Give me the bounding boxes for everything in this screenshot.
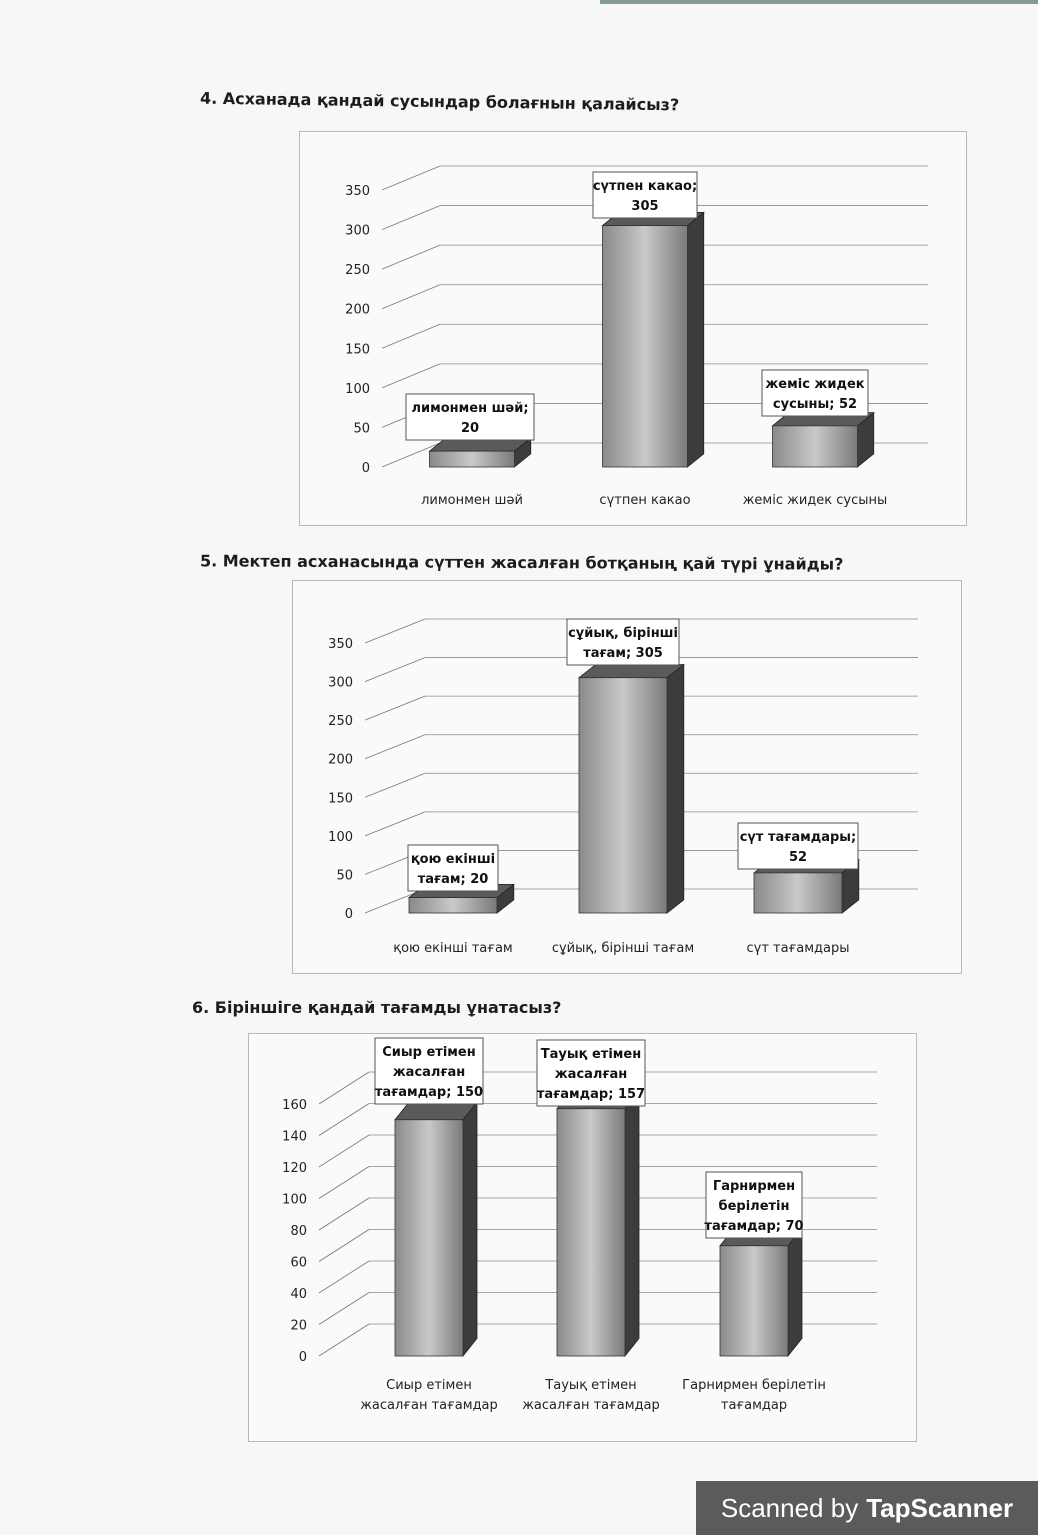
bar (409, 898, 497, 913)
bar-side (788, 1228, 802, 1356)
y-tick-label: 50 (353, 421, 370, 437)
data-label: жеміс жидек (765, 377, 865, 392)
y-tick-label: 60 (290, 1255, 307, 1271)
x-category-label: жасалған тағамдар (360, 1398, 498, 1413)
data-label: лимонмен шәй; (411, 401, 529, 416)
data-label: тағам; 20 (417, 872, 489, 887)
y-tick-label: 120 (282, 1161, 307, 1176)
x-category-label: сұйық, бірінші тағам (551, 941, 695, 956)
grid-oblique-line (365, 658, 425, 682)
scanner-watermark (696, 1481, 1038, 1535)
bar (557, 1109, 625, 1356)
bar-top (395, 1102, 477, 1120)
chart-4 (299, 131, 967, 526)
chart-5 (292, 580, 962, 974)
x-category-label: Гарнирмен берілетін (682, 1378, 826, 1393)
bar-side (667, 665, 684, 913)
x-category-label: жасалған тағамдар (522, 1398, 660, 1413)
x-category-label: тағамдар (720, 1398, 788, 1413)
grid-oblique-line (319, 1198, 369, 1230)
y-tick-label: 160 (282, 1098, 307, 1113)
y-tick-label: 300 (345, 223, 370, 239)
y-tick-label: 100 (328, 829, 353, 845)
grid-oblique-line (382, 324, 440, 348)
grid-oblique-line (319, 1230, 369, 1262)
x-category-label: сүт тағамдары (746, 941, 850, 956)
y-tick-label: 250 (345, 263, 370, 279)
bar-side (688, 212, 704, 467)
question-4: 4. Асханада қандай сусындар болағнын қалайсыз? (199, 88, 680, 115)
data-label: 20 (460, 421, 480, 436)
scan-edge-line (600, 0, 1038, 4)
bar (720, 1246, 788, 1356)
grid-oblique-line (382, 245, 440, 269)
grid-oblique-line (365, 735, 425, 759)
x-category-label: жеміс жидек сусыны (742, 493, 888, 508)
y-tick-label: 0 (361, 461, 370, 476)
y-tick-label: 20 (290, 1318, 307, 1334)
data-label: тағам; 305 (583, 646, 663, 661)
question-6: 6. Біріншіге қандай тағамды ұнатасыз? (192, 998, 562, 1017)
data-label: сүтпен какао; (592, 179, 698, 194)
grid-oblique-line (319, 1167, 369, 1199)
grid-oblique-line (319, 1104, 369, 1136)
data-label: тағамдар; 70 (704, 1219, 804, 1234)
data-label: тағамдар; 157 (536, 1087, 646, 1102)
chart-5-svg (293, 581, 961, 973)
y-tick-label: 140 (282, 1129, 307, 1145)
bar-side (625, 1091, 639, 1356)
grid-oblique-line (365, 696, 425, 720)
bar (579, 678, 667, 913)
y-tick-label: 300 (328, 675, 353, 691)
data-label: 305 (631, 199, 659, 214)
y-tick-label: 150 (345, 342, 370, 358)
question-5: 5. Мектеп асханасында сүттен жасалған ботқаның қай түрі ұнайды? (199, 551, 844, 574)
data-label: тағамдар; 150 (374, 1085, 484, 1100)
bar (430, 451, 515, 467)
chart-4-svg (300, 132, 966, 525)
data-label: Тауық етімен (540, 1047, 642, 1062)
grid-oblique-line (382, 364, 440, 388)
grid-oblique-line (382, 206, 440, 230)
y-tick-label: 0 (298, 1350, 307, 1365)
grid-oblique-line (365, 773, 425, 797)
watermark-brand: TapScanner (866, 1492, 1014, 1523)
data-label: Гарнирмен (712, 1179, 796, 1194)
bar (395, 1120, 463, 1356)
data-label: жасалған (554, 1067, 628, 1082)
y-tick-label: 250 (328, 714, 353, 730)
bar-side (463, 1102, 477, 1356)
data-label: қою екінші (410, 852, 496, 867)
y-tick-label: 200 (345, 302, 370, 318)
x-category-label: қою екінші тағам (393, 941, 513, 956)
y-tick-label: 100 (345, 381, 370, 397)
y-tick-label: 100 (282, 1192, 307, 1208)
grid-oblique-line (319, 1135, 369, 1167)
bar (754, 873, 842, 913)
watermark-prefix: Scanned by (720, 1492, 859, 1523)
grid-oblique-line (319, 1261, 369, 1293)
y-tick-label: 200 (328, 752, 353, 768)
y-tick-label: 150 (328, 791, 353, 807)
bar (603, 226, 688, 467)
y-tick-label: 0 (344, 907, 353, 922)
y-tick-label: 50 (336, 868, 353, 884)
grid-oblique-line (382, 285, 440, 309)
y-tick-label: 350 (328, 637, 353, 652)
data-label: 52 (788, 850, 808, 865)
grid-oblique-line (319, 1293, 369, 1325)
data-label: жасалған (392, 1065, 466, 1080)
data-label: сұйық, бірінші (568, 626, 678, 641)
bar-top (579, 665, 684, 678)
x-category-label: Тауық етімен (545, 1378, 637, 1393)
x-category-label: Сиыр етімен (386, 1378, 472, 1393)
y-tick-label: 80 (290, 1224, 307, 1239)
data-label: Сиыр етімен (382, 1045, 476, 1060)
chart-6 (248, 1033, 917, 1442)
data-label: берілетін (718, 1199, 790, 1214)
grid-oblique-line (319, 1072, 369, 1104)
y-tick-label: 350 (345, 184, 370, 199)
x-category-label: лимонмен шәй (421, 493, 523, 508)
x-category-label: сүтпен какао (599, 493, 691, 508)
grid-oblique-line (365, 619, 425, 643)
data-label: сусыны; 52 (772, 397, 858, 412)
chart-6-svg (249, 1034, 916, 1441)
grid-oblique-line (382, 166, 440, 190)
grid-oblique-line (365, 812, 425, 836)
bar (773, 426, 858, 467)
grid-oblique-line (319, 1324, 369, 1356)
y-tick-label: 40 (290, 1287, 307, 1302)
data-label: сүт тағамдары; (739, 830, 857, 845)
